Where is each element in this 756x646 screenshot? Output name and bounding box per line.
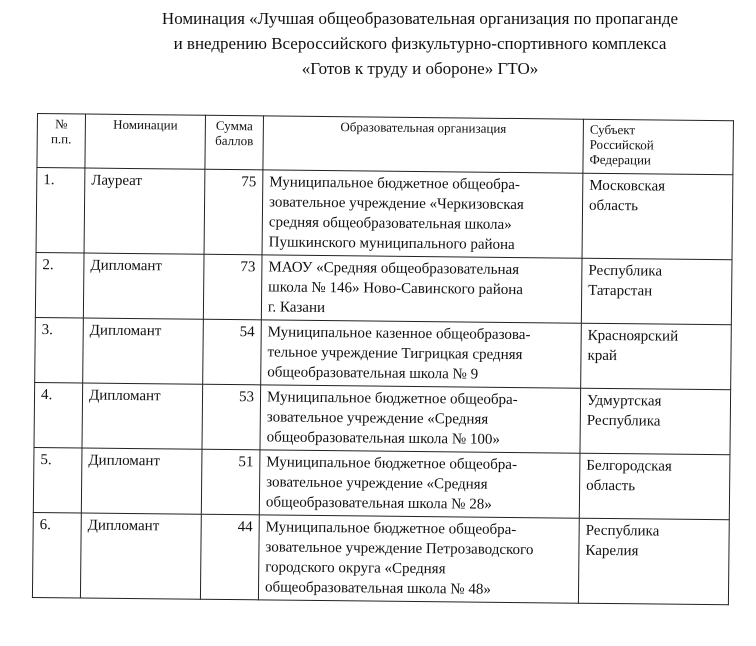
document-title [100,6,740,81]
cell-nomination: Дипломант [83,318,204,384]
table-row [35,317,732,389]
cell-organization: Муниципальное бюджетное общеобра- зовательное учреждение Петрозаводского городского округа «Средняя общеобразовательная школа № 48» [258,515,579,603]
cell-score: 51 [201,449,260,515]
cell-score: 53 [202,384,261,450]
cell-num: 1. [36,168,85,253]
cell-num: 5. [33,447,82,512]
cell-nomination: Лауреат [84,168,205,254]
cell-nomination: Дипломант [82,383,203,449]
title-line: «Готов к труду и обороне» ГТО» [301,59,539,78]
cell-region: Белгородская область [579,453,730,520]
cell-organization: Муниципальное бюджетное общеобра- зовательное учреждение «Средняя общеобразовательная школа № 28» [259,450,580,518]
cell-region: Республика Татарстан [581,258,732,325]
cell-region: Московская область [582,173,733,260]
cell-num: 3. [35,317,84,382]
cell-score: 44 [200,514,259,600]
cell-organization: Муниципальное бюджетное общеобра- зовательное учреждение «Средняя общеобразовательная школа № 100» [260,385,581,453]
title-line: Номинация «Лучшая общеобразовательная организация по пропаганде [161,9,679,28]
header-nomination: Номинации [85,114,206,169]
cell-num: 2. [35,252,84,317]
cell-region: Красноярский край [581,323,732,390]
cell-num: 6. [32,512,81,597]
table-header-row [37,114,734,175]
table-row [36,168,733,260]
header-region: Субъект Российской Федерации [583,119,734,175]
cell-region: Республика Карелия [578,518,729,605]
cell-organization: МАОУ «Средняя общеобразовательная школа № 146» Ново-Савинского района г. Казани [261,255,582,323]
cell-nomination: Дипломант [80,513,201,599]
header-num: № п.п. [37,114,86,168]
table-row [35,252,732,324]
cell-score: 75 [204,169,263,255]
table-row [32,512,729,604]
table-row [33,447,730,519]
header-organization: Образовательная организация [263,116,584,173]
cell-organization: Муниципальное бюджетное общеобра- зовательное учреждение «Черкизовская средняя общеобразовательная школа» Пушкинского муниципального района [262,170,583,258]
cell-num: 4. [34,382,83,447]
cell-region: Удмуртская Республика [580,388,731,455]
cell-score: 73 [203,254,262,320]
cell-organization: Муниципальное казенное общеобразова- тельное учреждение Тигрицкая средняя общеобразовательная школа № 9 [261,320,582,388]
header-score: Сумма баллов [205,115,264,170]
cell-score: 54 [203,319,262,385]
cell-nomination: Дипломант [81,448,202,514]
cell-nomination: Дипломант [83,253,204,319]
title-line: и внедрению Всероссийского физкультурно-спортивного комплекса [173,34,667,53]
table-row [34,382,731,454]
results-table [32,113,734,605]
